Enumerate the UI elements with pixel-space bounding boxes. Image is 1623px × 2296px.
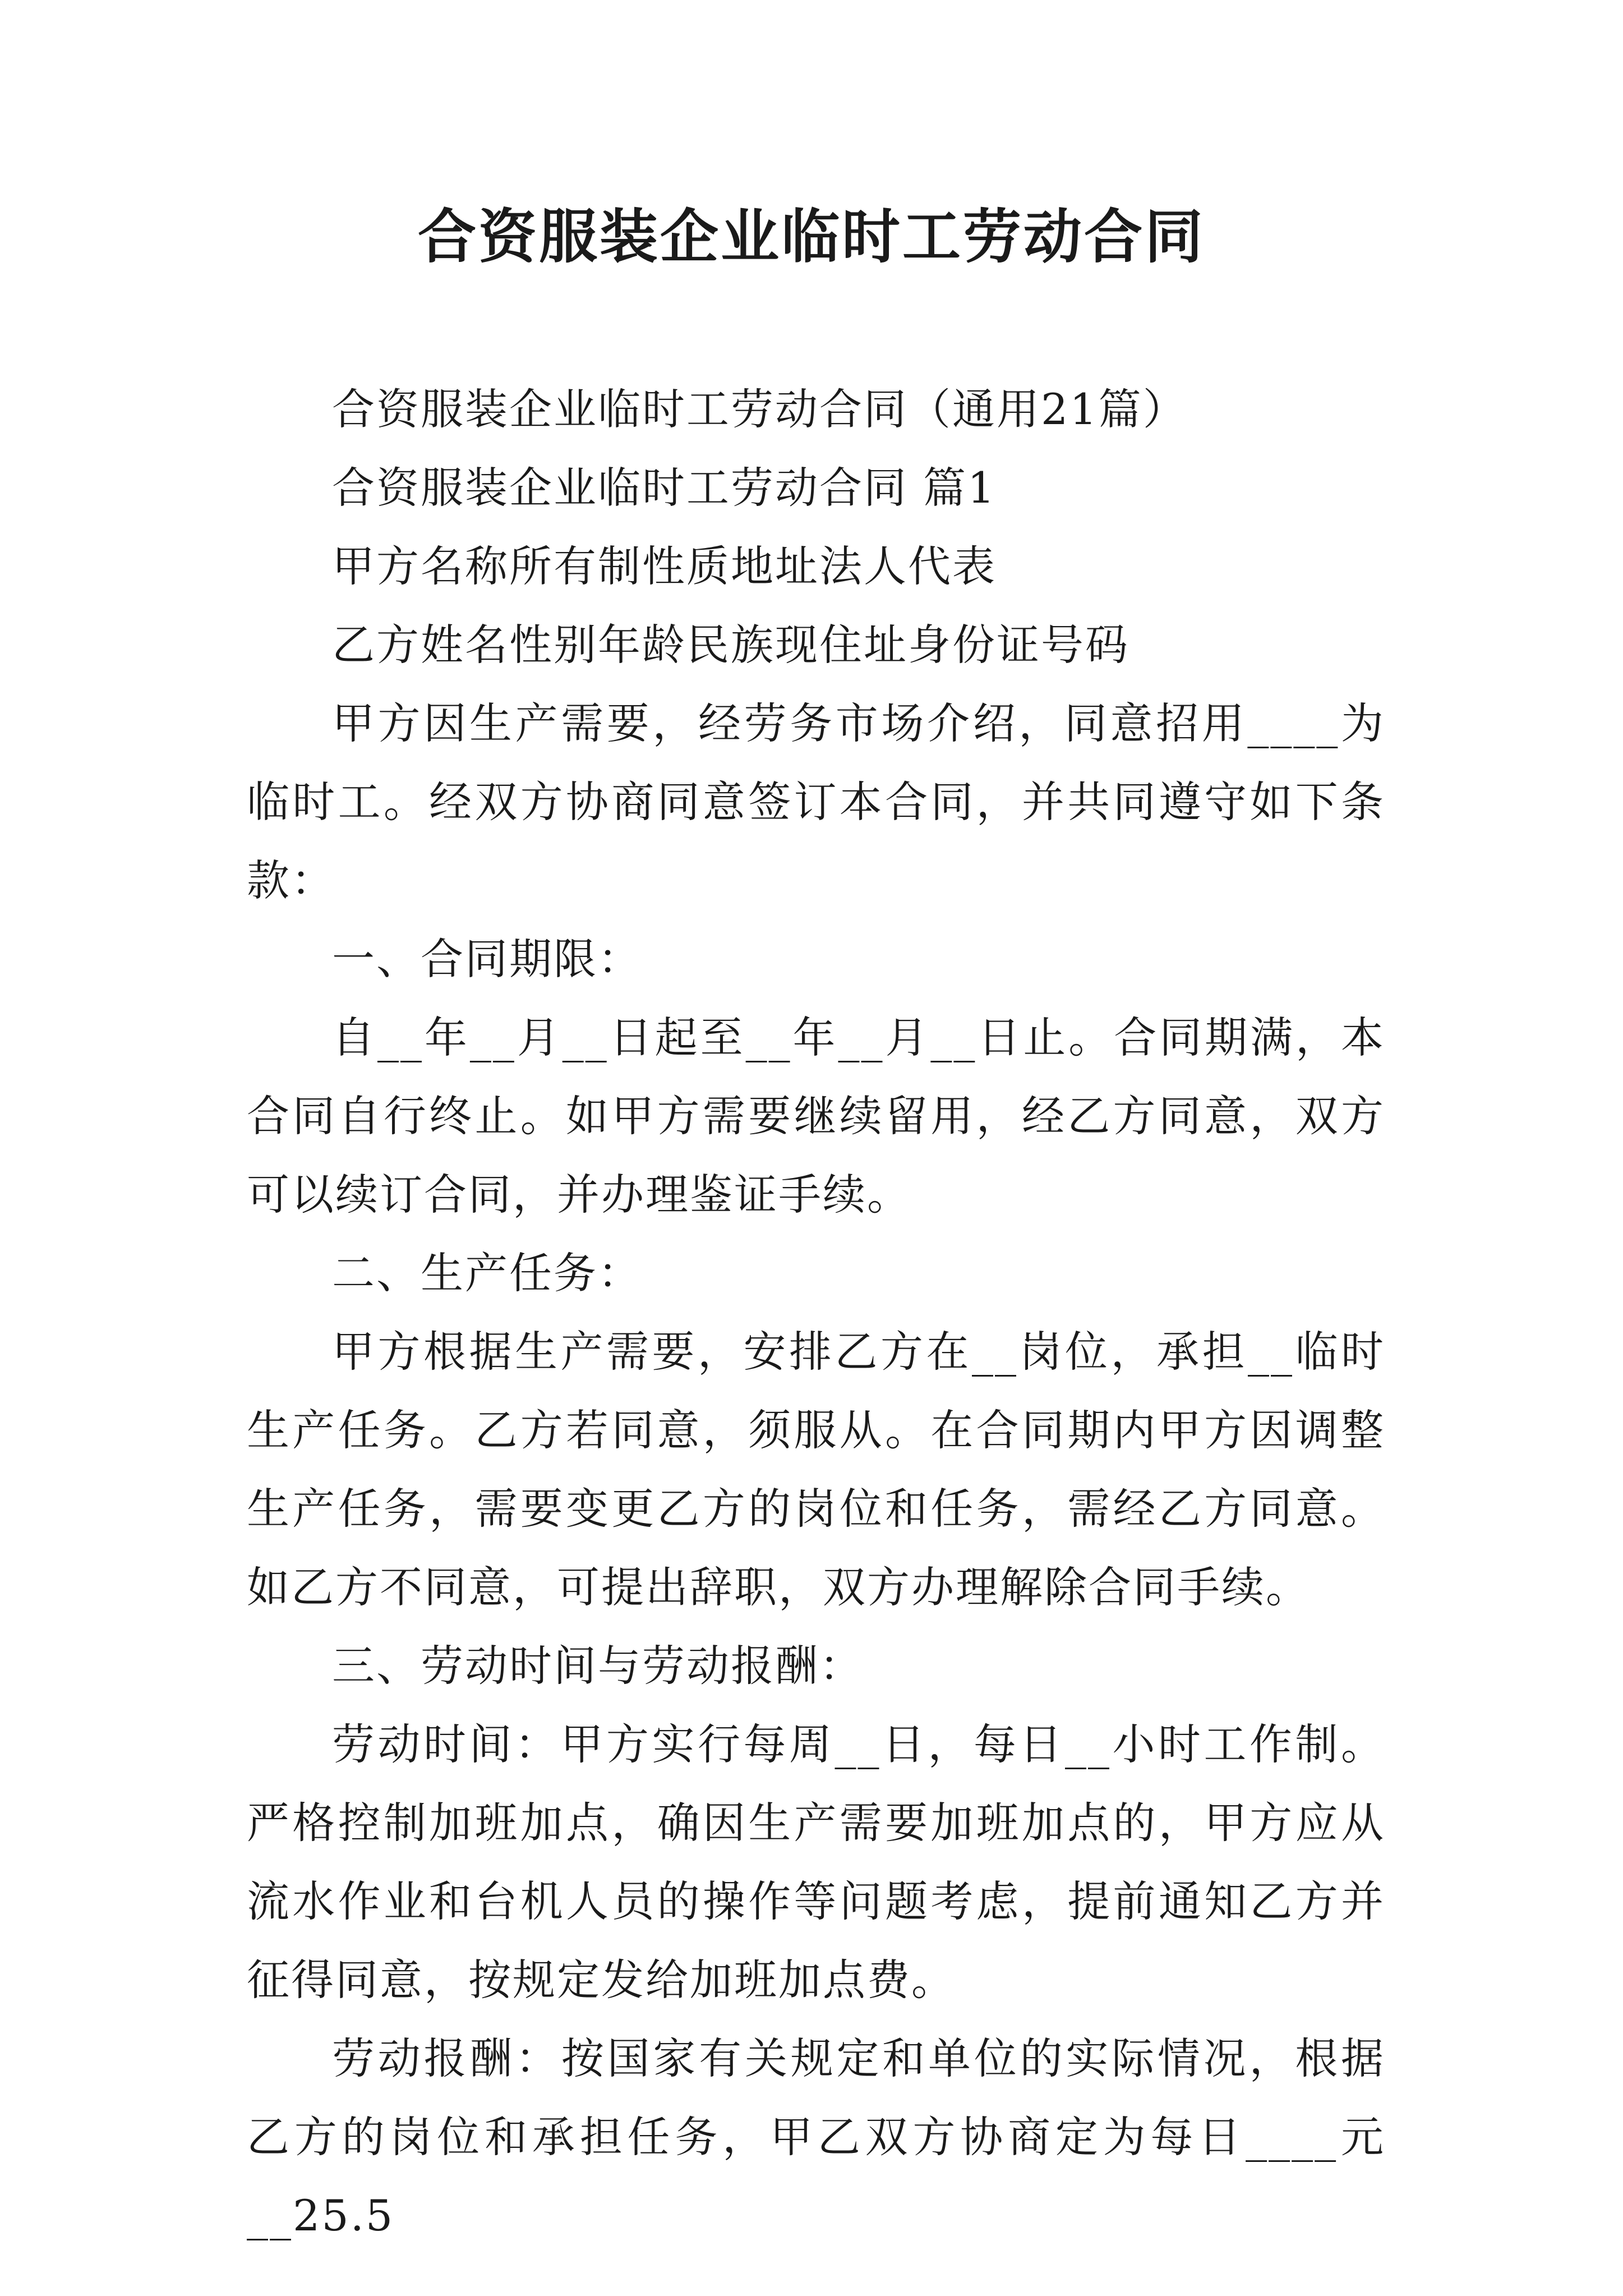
paragraph-section-heading: 合资服装企业临时工劳动合同 篇1: [332, 463, 997, 513]
clause-heading-hours-pay: 三、劳动时间与劳动报酬：: [332, 1641, 864, 1691]
paragraph-working-hours: 劳动时间：甲方实行每周__日，每日__小时工作制。严格控制加班加点，确因生产需要加班加点的，甲方应从流水作业和台机人员的操作等问题考虑，提前通知乙方并征得同意，按规定发给加班加点费。: [247, 1719, 1385, 2005]
paragraph-preamble: 甲方因生产需要，经劳务市场介绍，同意招用____为临时工。经双方协商同意签订本合同，并共同遵守如下条款：: [247, 698, 1385, 905]
clause-heading-term: 一、合同期限：: [332, 934, 642, 984]
paragraph-tasks: 甲方根据生产需要，安排乙方在__岗位，承担__临时生产任务。乙方若同意，须服从。在合同期内甲方因调整生产任务，需要变更乙方的岗位和任务，需经乙方同意。如乙方不同意，可提出辞职，双方办理解除合同手续。: [247, 1327, 1385, 1612]
paragraph-party-a-fields: 甲方名称所有制性质地址法人代表: [332, 541, 997, 591]
paragraph-remuneration: 劳动报酬：按国家有关规定和单位的实际情况，根据乙方的岗位和承担任务，甲乙双方协商定为每日____元__25.5: [247, 2033, 1385, 2240]
document-body: [247, 370, 1385, 2255]
paragraph-party-b-fields: 乙方姓名性别年龄民族现住址身份证号码: [332, 620, 1129, 670]
clause-heading-tasks: 二、生产任务：: [332, 1248, 642, 1298]
paragraph-term: 自__年__月__日起至__年__月__日止。合同期满，本合同自行终止。如甲方需要继续留用，经乙方同意，双方可以续订合同，并办理鉴证手续。: [247, 1013, 1385, 1220]
document-title: 合资服装企业临时工劳动合同: [417, 202, 1205, 271]
paragraph-subtitle: 合资服装企业临时工劳动合同（通用21篇）: [332, 384, 1187, 434]
